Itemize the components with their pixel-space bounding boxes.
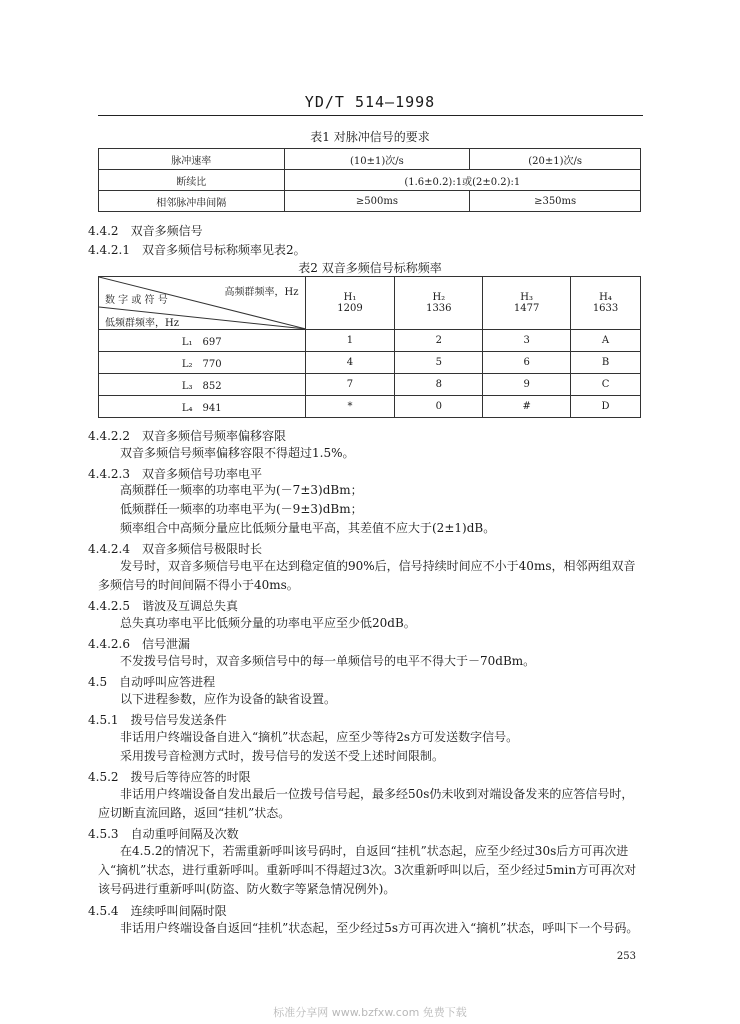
section-text: 双音多频信号标称频率见表2。 bbox=[142, 243, 306, 257]
paragraph: 双音多频信号频率偏移容限不得超过1.5%。 bbox=[120, 446, 355, 460]
section-4-4-2-6: 4.4.2.6 信号泄漏 bbox=[88, 637, 191, 651]
table-cell: # bbox=[483, 396, 571, 418]
paragraph-line: 入“摘机”状态，进行重新呼叫。重新呼叫不得超过3次。3次重新呼叫以后，至少经过5min方可再次对 bbox=[98, 863, 637, 877]
paragraph: 以下进程参数，应作为设备的缺省设置。 bbox=[120, 692, 337, 706]
table-row bbox=[99, 374, 641, 396]
table-cell: 9 bbox=[483, 374, 571, 396]
section-4-5-1: 4.5.1 拨号信号发送条件 bbox=[88, 713, 227, 727]
table-cell: (20±1)次/s bbox=[470, 149, 641, 170]
low-group-label-cell: L₁ 697 bbox=[99, 330, 306, 352]
section-number: 4.4.2.1 bbox=[88, 243, 130, 257]
table-row bbox=[99, 352, 641, 374]
table-cell: * bbox=[305, 396, 395, 418]
section-title: 拨号后等待应答的时限 bbox=[130, 770, 251, 784]
section-4-5-4: 4.5.4 连续呼叫间隔时限 bbox=[88, 904, 227, 918]
high-group-label: 高频群频率，Hz bbox=[224, 287, 299, 298]
section-4-4-2 bbox=[88, 222, 203, 239]
section-title: 自动重呼间隔及次数 bbox=[130, 827, 239, 841]
table-cell: 5 bbox=[395, 352, 483, 374]
table-cell: D bbox=[571, 396, 641, 418]
pulse-signal-table bbox=[98, 148, 641, 212]
paragraph: 总失真功率电平比低频分量的功率电平应至少低20dB。 bbox=[120, 616, 416, 630]
low-group-label: 低频群频率，Hz bbox=[105, 318, 179, 329]
table-cell: A bbox=[571, 330, 641, 352]
section-title: 自动呼叫应答进程 bbox=[119, 675, 216, 689]
table-row bbox=[99, 149, 641, 170]
section-title: 双音多频信号极限时长 bbox=[142, 542, 263, 556]
section-title: 双音多频信号功率电平 bbox=[142, 467, 263, 481]
table-cell: ≥350ms bbox=[470, 191, 641, 212]
table-cell: 8 bbox=[395, 374, 483, 396]
table2-caption: 表2 双音多频信号标称频率 bbox=[298, 261, 442, 275]
section-4-4-2-2: 4.4.2.2 双音多频信号频率偏移容限 bbox=[88, 429, 287, 443]
table-cell: ≥500ms bbox=[284, 191, 470, 212]
paragraph-line: 在4.5.2的情况下，若需重新呼叫该号码时，自返回“挂机”状态起，应至少经过30s后方可再次进 bbox=[120, 844, 629, 858]
paragraph-line: 高频群任一频率的功率电平为(－7±3)dBm； bbox=[120, 483, 363, 497]
paragraph-line: 采用拨号音检测方式时，拨号信号的发送不受上述时间限制。 bbox=[120, 749, 445, 763]
section-4-4-2-1 bbox=[88, 241, 306, 258]
table-cell: (10±1)次/s bbox=[284, 149, 470, 170]
paragraph-line: 发号时，双音多频信号电平在达到稳定值的90%后，信号持续时间应不小于40ms，相邻两组双音 bbox=[120, 559, 636, 573]
low-group-label-cell: L₂ 770 bbox=[99, 352, 306, 374]
section-title: 双音多频信号频率偏移容限 bbox=[142, 429, 287, 443]
table-cell: 4 bbox=[305, 352, 395, 374]
section-title: 谐波及互调总失真 bbox=[142, 599, 239, 613]
table-cell: B bbox=[571, 352, 641, 374]
paragraph-line: 频率组合中高频分量应比低频分量电平高，其差值不应大于(2±1)dB。 bbox=[120, 521, 496, 535]
table-cell: 6 bbox=[483, 352, 571, 374]
table-cell: 2 bbox=[395, 330, 483, 352]
page-number: 253 bbox=[616, 951, 636, 962]
paragraph-line: 非话用户终端设备自发出最后一位拨号信号起，最多经50s仍未收到对端设备发来的应答信号时， bbox=[120, 787, 634, 801]
row-label: 相邻脉冲串间隔 bbox=[99, 191, 285, 212]
watermark: 标准分享网 www.bzfxw.com 免费下载 bbox=[273, 1006, 467, 1019]
paragraph: 不发拨号信号时，双音多频信号中的每一单频信号的电平不得大于－70dBm。 bbox=[120, 654, 536, 668]
paragraph-line: 多频信号的时间间隔不得小于40ms。 bbox=[98, 578, 299, 592]
table-cell: 0 bbox=[395, 396, 483, 418]
header-rule bbox=[98, 115, 643, 116]
table1-caption: 表1 对脉冲信号的要求 bbox=[310, 130, 430, 144]
table-cell: 7 bbox=[305, 374, 395, 396]
high-group-h1: H₁ 1209 bbox=[305, 277, 395, 330]
table-header-row bbox=[99, 277, 641, 330]
table-cell: 1 bbox=[305, 330, 395, 352]
section-title: 双音多频信号 bbox=[130, 224, 203, 238]
low-group-label-cell: L₄ 941 bbox=[99, 396, 306, 418]
digit-label: 数 字 或 符 号 bbox=[105, 295, 168, 306]
row-label: 脉冲速率 bbox=[99, 149, 285, 170]
table-row bbox=[99, 170, 641, 191]
paragraph-line: 低频群任一频率的功率电平为(－9±3)dBm； bbox=[120, 502, 363, 516]
dtmf-frequency-table bbox=[98, 276, 641, 418]
section-4-5: 4.5 自动呼叫应答进程 bbox=[88, 675, 216, 689]
high-group-h2: H₂ 1336 bbox=[395, 277, 483, 330]
table-row bbox=[99, 396, 641, 418]
section-number: 4.4.2 bbox=[88, 224, 119, 238]
section-4-4-2-5: 4.4.2.5 谐波及互调总失真 bbox=[88, 599, 239, 613]
table-cell: 3 bbox=[483, 330, 571, 352]
section-4-4-2-3: 4.4.2.3 双音多频信号功率电平 bbox=[88, 467, 263, 481]
paragraph-line: 非话用户终端设备自进入“摘机”状态起，应至少等待2s方可发送数字信号。 bbox=[120, 730, 519, 744]
low-group-label-cell: L₃ 852 bbox=[99, 374, 306, 396]
high-group-h3: H₃ 1477 bbox=[483, 277, 571, 330]
section-4-5-2: 4.5.2 拨号后等待应答的时限 bbox=[88, 770, 251, 784]
section-title: 连续呼叫间隔时限 bbox=[130, 904, 227, 918]
paragraph: 非话用户终端设备自返回“挂机”状态起，至少经过5s方可再次进入“摘机”状态，呼叫下一个号码。 bbox=[120, 921, 639, 935]
paragraph-line: 该号码进行重新呼叫(防盗、防火数字等紧急情况例外)。 bbox=[98, 882, 396, 896]
section-4-5-3: 4.5.3 自动重呼间隔及次数 bbox=[88, 827, 239, 841]
high-group-h4: H₄ 1633 bbox=[571, 277, 641, 330]
document-header: YD/T 514—1998 bbox=[304, 93, 436, 111]
table-row bbox=[99, 191, 641, 212]
row-label: 断续比 bbox=[99, 170, 285, 191]
section-4-4-2-4: 4.4.2.4 双音多频信号极限时长 bbox=[88, 542, 263, 556]
table-row bbox=[99, 330, 641, 352]
section-title: 拨号信号发送条件 bbox=[130, 713, 227, 727]
table-cell: C bbox=[571, 374, 641, 396]
diagonal-header-cell bbox=[99, 277, 306, 330]
table-cell: (1.6±0.2):1或(2±0.2):1 bbox=[284, 170, 640, 191]
paragraph-line: 应切断直流回路，返回“挂机”状态。 bbox=[98, 806, 291, 820]
section-title: 信号泄漏 bbox=[142, 637, 191, 651]
